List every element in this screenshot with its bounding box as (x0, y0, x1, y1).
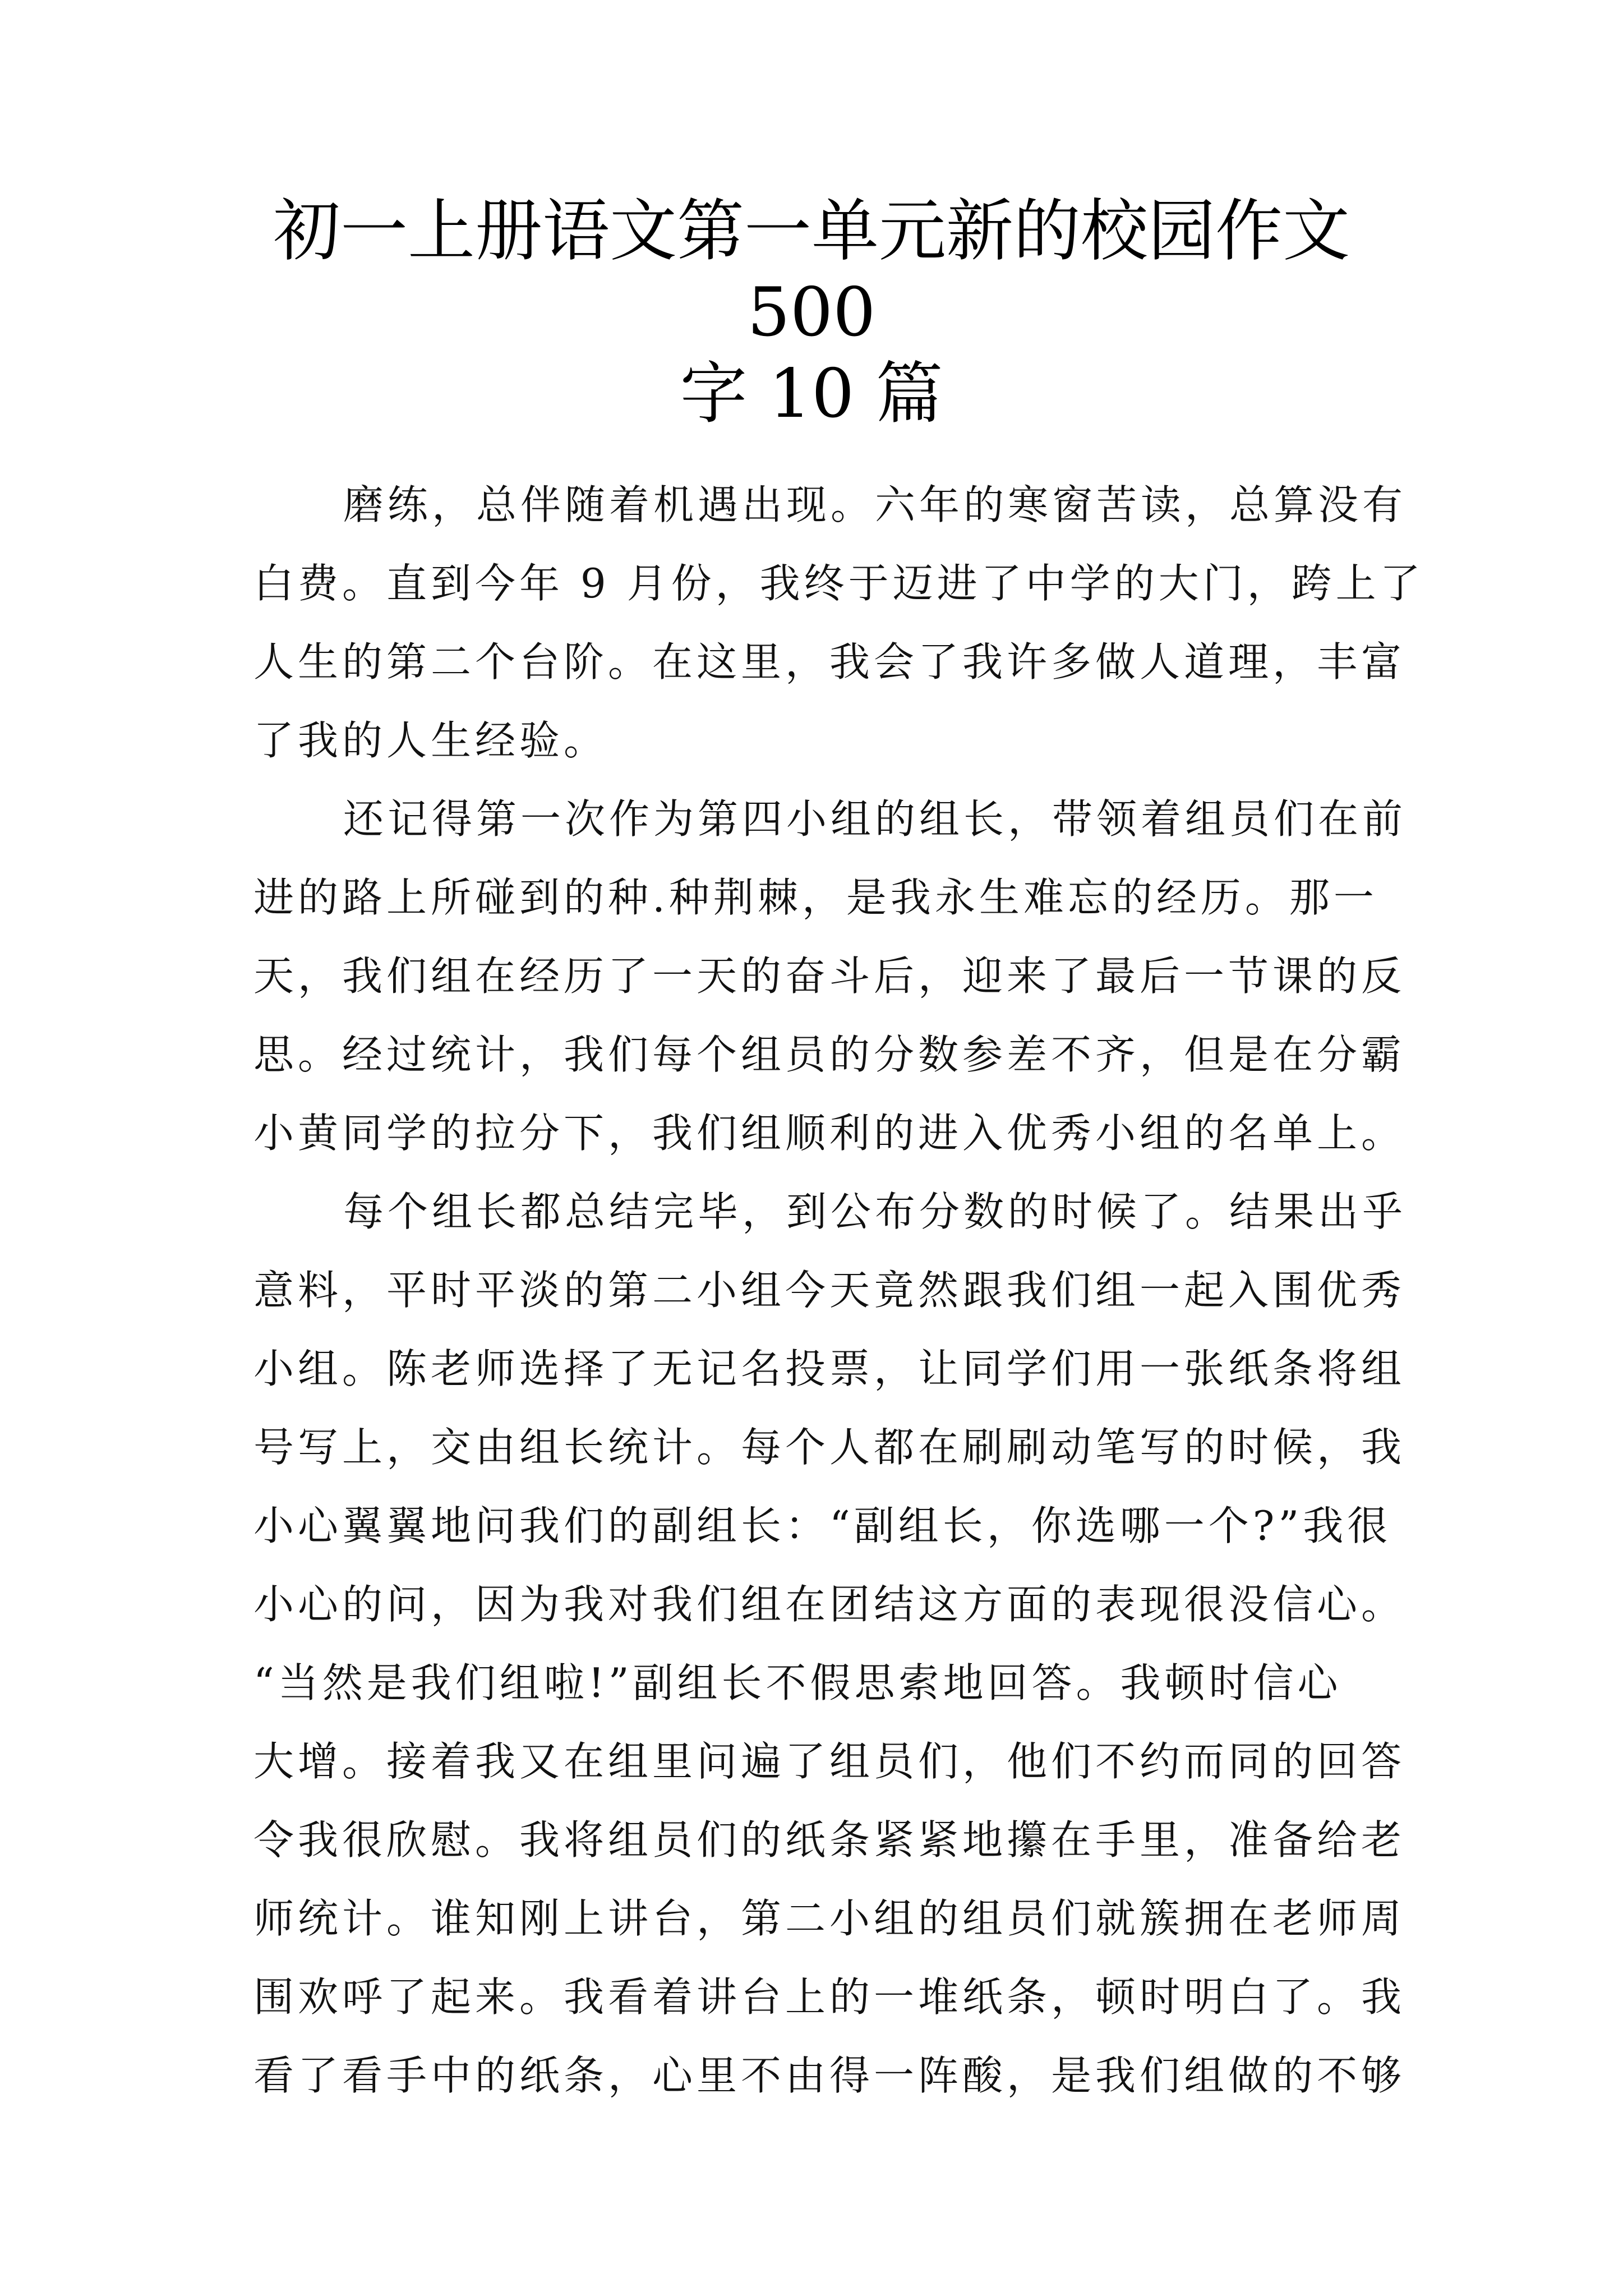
paragraph-2-line-4: 思。经过统计，我们每个组员的分数参差不齐，但是在分霸 (253, 1031, 1406, 1078)
paragraph-3-line-7: “当然是我们组啦!”副组长不假思索地回答。我顿时信心 (253, 1659, 1342, 1706)
essay-body (253, 466, 1424, 2115)
paragraph-1-line-1: 磨练，总伴随着机遇出现。六年的寒窗苦读，总算没有 (343, 481, 1407, 528)
title-line-2: 字 10 篇 (680, 355, 943, 433)
paragraph-2-line-2: 进的路上所碰到的种.种荆棘，是我永生难忘的经历。那一 (253, 874, 1378, 921)
paragraph-3-line-11: 围欢呼了起来。我看着讲台上的一堆纸条，顿时明白了。我 (253, 1973, 1406, 2021)
paragraph-2-line-5: 小黄同学的拉分下，我们组顺利的进入优秀小组的名单上。 (253, 1110, 1406, 1157)
paragraph-3-line-5: 小心翼翼地问我们的副组长：“副组长，你选哪一个?”我很 (253, 1502, 1392, 1549)
paragraph-3-line-3: 小组。陈老师选择了无记名投票，让同学们用一张纸条将组 (253, 1345, 1406, 1392)
paragraph-3-line-9: 令我很欣慰。我将组员们的纸条紧紧地攥在手里，准备给老 (253, 1816, 1406, 1864)
paragraph-3-line-10: 师统计。谁知刚上讲台，第二小组的组员们就簇拥在老师周 (253, 1895, 1406, 1942)
paragraph-3-line-1: 每个组长都总结完毕，到公布分数的时候了。结果出乎 (343, 1188, 1407, 1235)
paragraph-2-line-3: 天，我们组在经历了一天的奋斗后，迎来了最后一节课的反 (253, 953, 1406, 1000)
paragraph-3-line-8: 大增。接着我又在组里问遍了组员们，他们不约而同的回答 (253, 1738, 1406, 1785)
paragraph-2-line-1: 还记得第一次作为第四小组的组长，带领着组员们在前 (343, 795, 1407, 843)
paragraph-1-line-2: 白费。直到今年 9 月份，我终于迈进了中学的大门，跨上了 (253, 560, 1424, 607)
paragraph-1-line-3: 人生的第二个台阶。在这里，我会了我许多做人道理，丰富 (253, 638, 1406, 685)
paragraph-3-line-2: 意料，平时平淡的第二小组今天竟然跟我们组一起入围优秀 (253, 1267, 1406, 1314)
title-line-1: 初一上册语文第一单元新的校园作文 500 (273, 192, 1350, 352)
paragraph-3-line-12: 看了看手中的纸条，心里不由得一阵酸，是我们组做的不够 (253, 2052, 1406, 2099)
paragraph-3-line-4: 号写上，交由组长统计。每个人都在刷刷动笔写的时候，我 (253, 1424, 1406, 1471)
paragraph-1-line-4: 了我的人生经验。 (253, 717, 608, 764)
document-title (213, 191, 1410, 435)
paragraph-3-line-6: 小心的问，因为我对我们组在团结这方面的表现很没信心。 (253, 1581, 1406, 1628)
